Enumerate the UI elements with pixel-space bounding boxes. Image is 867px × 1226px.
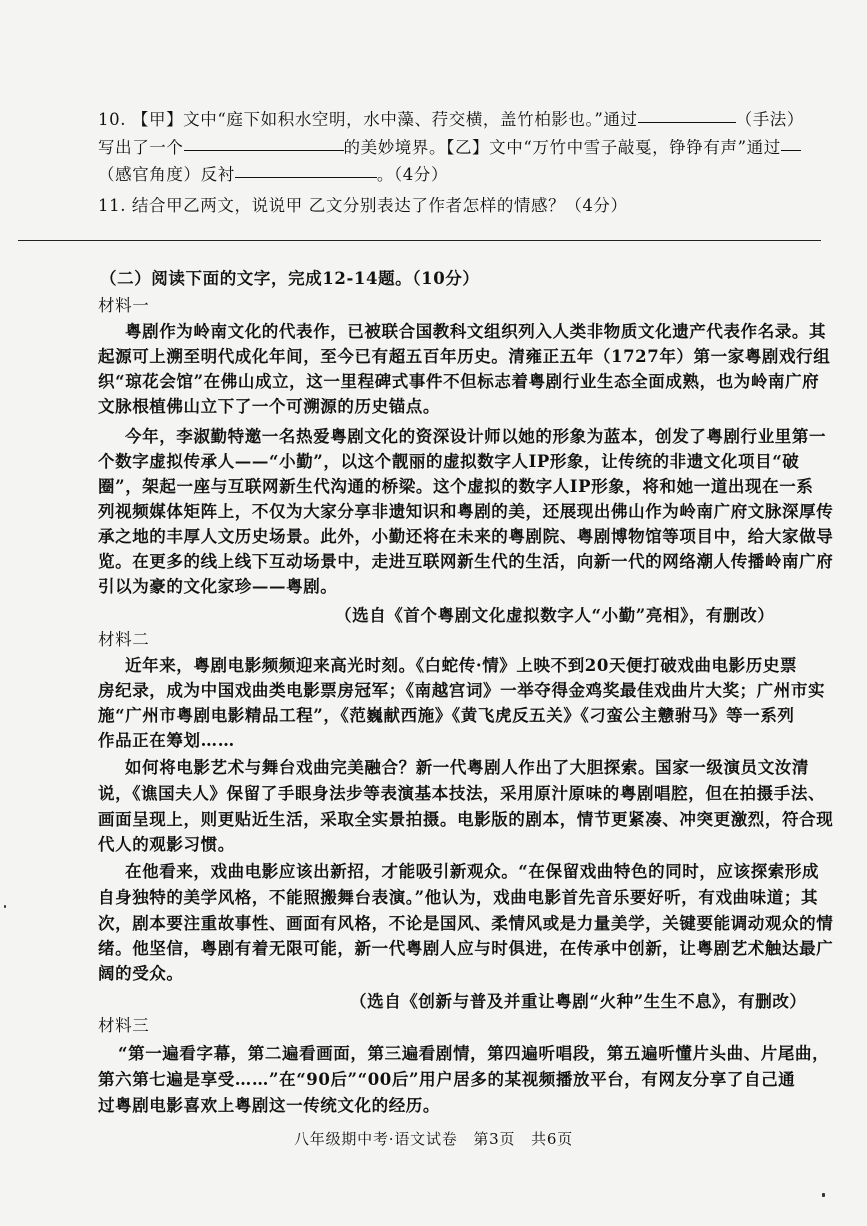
q10-text: 写出了一个 <box>98 138 184 157</box>
q11-text: 11. 结合甲乙两文，说说甲 乙文分别表达了作者怎样的情感？（4分） <box>98 196 628 215</box>
q10-text: 。（4分） <box>376 165 449 184</box>
answer-blank[interactable] <box>781 149 801 151</box>
m3-line: “第一遍看字幕，第二遍看画面，第三遍看剧情，第四遍听唱段，第五遍听懂片头曲、片尾曲， <box>118 1044 830 1063</box>
q10-text: （感官角度）反衬 <box>98 165 235 184</box>
material-label: 材料二 <box>98 630 150 649</box>
m1-line: 圈”，架起一座与互联网新生代沟通的桥梁。这个虚拟的数字人IP形象，将和她一道出现在一系 <box>98 477 814 496</box>
q10-line-3 <box>98 161 448 185</box>
m2-line: 施“广州市粤剧电影精品工程”，《范巍献西施》《黄飞虎反五关》《刁蛮公主戆驸马》等一系列 <box>98 706 795 725</box>
m2-line: 作品正在筹划…… <box>98 731 235 750</box>
material-label: 材料一 <box>98 296 150 315</box>
m1-line: 引以为豪的文化家珍——粤剧。 <box>98 577 338 596</box>
answer-blank[interactable] <box>235 176 377 178</box>
answer-blank[interactable] <box>184 149 344 151</box>
m3-line: 第六第七遍是享受……”在“90后”“00后”用户居多的某视频播放平台，有网友分享了自己通 <box>98 1070 796 1089</box>
q10-line-1 <box>98 106 804 130</box>
m1-line: 起源可上溯至明代成化年间，至今已有超五百年历史。清雍正五年（1727年）第一家粤剧戏行组 <box>98 347 831 366</box>
m1-line: 列视频媒体矩阵上，不仅为大家分享非遗知识和粤剧的美，还展现出佛山作为岭南广府文脉深厚传 <box>98 502 834 521</box>
q10-line-2 <box>98 134 801 158</box>
m1-source: （选自《首个粤剧文化虚拟数字人“小勤”亮相》，有删改） <box>335 606 775 625</box>
q10-text: 10. 【甲】文中“庭下如积水空明，水中藻、荇交横，盖竹柏影也。”通过 <box>98 110 638 129</box>
m2-line: 说，《谯国夫人》保留了手眼身法步等表演基本技法，采用原汁原味的粤剧唱腔，但在拍摄手法、 <box>98 784 826 803</box>
m2-line: 阔的受众。 <box>98 964 184 983</box>
m2-source: （选自《创新与普及并重让粤剧“火种”生生不息》，有删改） <box>350 992 807 1011</box>
m2-line: 在他看来，戏曲电影应该出新招，才能吸引新观众。“在保留戏曲特色的同时，应该探索形成 <box>125 862 820 881</box>
m2-line: 代人的观影习惯。 <box>98 835 235 854</box>
m2-line: 绪。他坚信，粤剧有着无限可能，新一代粤剧人应与时俱进，在传承中创新，让粤剧艺术触达最广 <box>98 939 834 958</box>
scan-speck <box>4 905 6 908</box>
m2-line: 如何将电影艺术与舞台戏曲完美融合？新一代粤剧人作出了大胆探索。国家一级演员文汝清 <box>125 758 809 777</box>
page-footer: 八年级期中考·语文试卷 第3页 共6页 <box>293 1130 574 1148</box>
m1-line: 个数字虚拟传承人——“小勤”，以这个靓丽的虚拟数字人IP形象，让传统的非遗文化项目“破 <box>98 452 800 471</box>
m1-line: 今年，李淑勤特邀一名热爱粤剧文化的资深设计师以她的形象为蓝本，创发了粤剧行业里第一 <box>125 427 827 446</box>
q10-text: （手法） <box>735 110 805 129</box>
m2-line: 自身独特的美学风格，不能照搬舞台表演。”他认为，戏曲电影首先音乐要好听，有戏曲味道；其 <box>98 888 819 907</box>
answer-blank[interactable] <box>638 121 736 123</box>
m1-line: 文脉根植佛山立下了一个可溯源的历史锚点。 <box>98 397 440 416</box>
material-label: 材料三 <box>98 1016 150 1035</box>
m1-line: 承之地的丰厚人文历史场景。此外，小勤还将在未来的粤剧院、粤剧博物馆等项目中，给大家做导 <box>98 527 834 546</box>
m2-line: 房纪录，成为中国戏曲类电影票房冠军；《南越宫词》一举夺得金鸡奖最佳戏曲片大奖；广州市实 <box>98 681 826 700</box>
divider-line <box>18 240 821 241</box>
scan-speck <box>822 1193 825 1197</box>
m1-line: 织“琼花会馆”在佛山成立，这一里程碑式事件不但标志着粤剧行业生态全面成熟，也为岭南广府 <box>98 372 820 391</box>
m3-line: 过粤剧电影喜欢上粤剧这一传统文化的经历。 <box>98 1096 440 1115</box>
section-heading: （二）阅读下面的文字，完成12-14题。（10分） <box>100 269 480 288</box>
q10-text: 的美妙境界。【乙】文中“万竹中雪子敲戛，铮铮有声”通过 <box>343 138 781 157</box>
m2-line: 次，剧本要注重故事性、画面有风格，不论是国风、柔情风或是力量美学，关键要能调动观众的情 <box>98 914 834 933</box>
m1-line: 览。在更多的线上线下互动场景中，走进互联网新生代的生活，向新一代的网络潮人传播岭南广府 <box>98 552 834 571</box>
m1-line: 粤剧作为岭南文化的代表作，已被联合国教科文组织列入人类非物质文化遗产代表作名录。其 <box>125 322 827 341</box>
m2-line: 近年来，粤剧电影频频迎来高光时刻。《白蛇传·情》上映不到20天便打破戏曲电影历史票 <box>125 656 798 675</box>
m2-line: 画面呈现上，则更贴近生活，采取全实景拍摄。电影版的剧本，情节更紧凑、冲突更激烈，符合现 <box>98 810 834 829</box>
